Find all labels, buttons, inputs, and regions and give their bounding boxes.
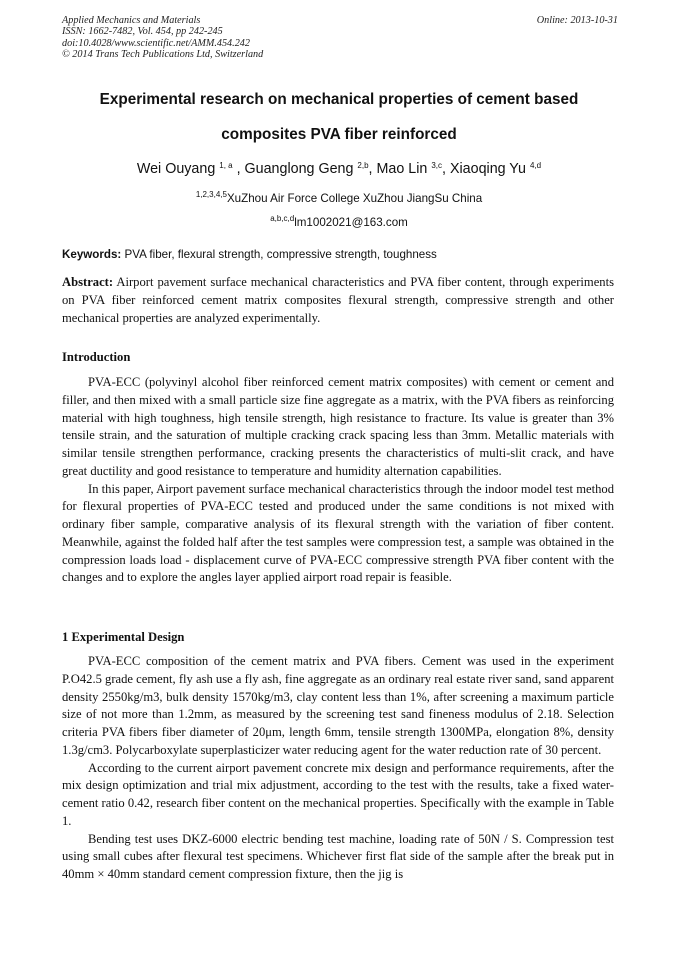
section-1-body bbox=[62, 653, 614, 884]
author-name: Wei Ouyang bbox=[136, 161, 220, 177]
author-list bbox=[40, 161, 638, 177]
author-affiliation-marker: 2,b bbox=[357, 161, 369, 170]
introduction-body bbox=[62, 374, 614, 587]
author-name: Xiaoqing Yu bbox=[449, 161, 530, 177]
author-separator: , bbox=[232, 161, 245, 177]
paper-title-line-2: composites PVA fiber reinforced bbox=[221, 126, 457, 143]
author-separator: , bbox=[368, 161, 377, 177]
paper-title-line-1: Experimental research on mechanical properties of cement based bbox=[99, 91, 579, 108]
keywords-text: PVA fiber, flexural strength, compressive strength, toughness bbox=[121, 248, 437, 261]
journal-name: Applied Mechanics and Materials bbox=[62, 15, 201, 26]
paragraph: PVA-ECC (polyvinyl alcohol fiber reinforced cement matrix composites) with cement or cement and filler, and then mixed with a small particle size fine aggregate as a matrix, with the PVA fibers as reinforcing material with high toughness, high tensile strength, high resistance to fracture. Its value is greater than 3% tensile strain, and the saturation of multiple cracking crack spacing less than 3mm. Metallic materials with similar tensile strengthen performance, cracking presents the characteristics of multi-slit crack, and have great ductility and good resistance to temperature and humidity alternation capabilities. bbox=[62, 375, 614, 478]
paragraph: Bending test uses DKZ-6000 electric bending test machine, loading rate of 50N / S. Compression test using small cubes after flexural test specimens. Whichever first flat side of the sample after the break put in 40mm × 40mm standard cement compression fixture, then the jig is bbox=[62, 831, 614, 881]
author-name: Mao Lin bbox=[376, 161, 432, 177]
journal-header bbox=[62, 15, 618, 61]
email-address[interactable]: lm1002021@163.com bbox=[294, 216, 408, 229]
keywords bbox=[62, 248, 618, 261]
journal-issn: ISSN: 1662-7482, Vol. 454, pp 242-245 bbox=[62, 26, 223, 38]
introduction-heading: Introduction bbox=[62, 350, 131, 364]
affiliation bbox=[40, 190, 638, 205]
author-separator: , bbox=[442, 161, 450, 177]
contact-email bbox=[40, 214, 638, 229]
online-date: Online: 2013-10-31 bbox=[536, 15, 618, 26]
paragraph: In this paper, Airport pavement surface mechanical characteristics through the indoor model test method for flexural properties of PVA-ECC tested and produced under the same conditions is not mixed with ordinary fiber sample, comparative analysis of its flexural strength with the variation of fiber content. Meanwhile, against the folded half after the test samples were compression test, a sample was obtained in the compression loads load - displacement curve of PVA-ECC compressive strength PVA fiber content with the changes and to explore the angles layer applied airport road repair is feasible. bbox=[62, 481, 614, 585]
paragraph: According to the current airport pavement concrete mix design and performance requirements, after the mix design optimization and trial mix adjustment, according to the test with the results, take a fixed water-cement ratio 0.42, research fiber content on the mechanical properties. Specifically with the example in Table 1. bbox=[62, 760, 614, 828]
author-affiliation-marker: 1, a bbox=[219, 161, 233, 170]
author-affiliation-marker: 4,d bbox=[529, 161, 542, 170]
email-marker: a,b,c,d bbox=[270, 214, 295, 223]
author-affiliation-marker: 3,c bbox=[431, 161, 442, 170]
journal-copyright: © 2014 Trans Tech Publications Ltd, Switzerland bbox=[62, 49, 264, 61]
abstract-text: Airport pavement surface mechanical characteristics and PVA fiber content, through experiments on PVA fiber reinforced cement matrix composites flexural strength, compressive strength and other mechanical properties are analyzed experimentally. bbox=[62, 275, 614, 325]
journal-doi: doi:10.4028/www.scientific.net/AMM.454.242 bbox=[62, 37, 250, 49]
section-1-heading: 1 Experimental Design bbox=[62, 630, 185, 644]
affiliation-marker: 1,2,3,4,5 bbox=[195, 190, 227, 199]
affiliation-text: XuZhou Air Force College XuZhou JiangSu China bbox=[226, 192, 483, 205]
paragraph: PVA-ECC composition of the cement matrix and PVA fibers. Cement was used in the experiment P.O42.5 grade cement, fly ash use a fly ash, fine aggregate as an ordinary real estate river sand, sand apparent density 2550kg/m3, bulk density 1570kg/m3, clay content less than 1%, after screening a maximum particle size of not more than 1.2mm, as measured by the screening test sand fineness modulus of 2.18. Selection criteria PVA fibers fiber diameter of 20μm, length 6mm, tensile strength 1300MPa, elongation 8%, density 1.3g/cm3. Polycarboxylate superplasticizer water reducing agent for the water reduction rate of 30 percent. bbox=[62, 654, 614, 757]
author-name: Guanglong Geng bbox=[244, 161, 358, 177]
abstract-label: Abstract: bbox=[62, 275, 114, 289]
abstract bbox=[62, 274, 614, 327]
keywords-label: Keywords: bbox=[62, 248, 122, 261]
